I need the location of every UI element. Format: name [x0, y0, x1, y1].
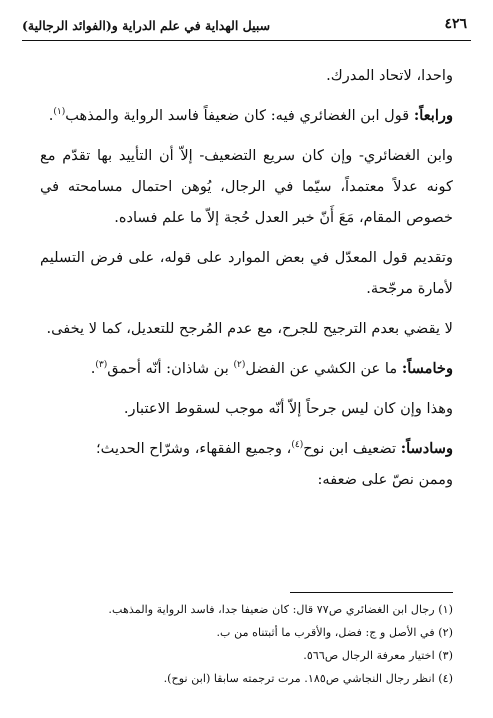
- page-header: [22, 12, 471, 41]
- paragraph-8-text-a: تضعيف ابن نوح: [303, 440, 401, 457]
- running-title: سبيل الهداية في علم الدراية و(الفوائد الرجالية): [22, 18, 271, 33]
- paragraph-2-lead: ورابعاً:: [413, 107, 453, 124]
- paragraph-3: وابن الغضائري- وإن كان سريع التضعيف- إلاّ أن التأييد بها تقدّم مع كونه عدلاً معتمداً، سيّما في الرجال، يُوهن احتمال مسامحته في خصوص المقام، مَعَ أَنّ خبر العدل حُجة إلاّ ما علم فساده.: [40, 147, 453, 226]
- footnote-ref-2: (٢): [233, 360, 246, 371]
- paragraph-6-lead: وخامساً:: [401, 360, 453, 377]
- footnote-1: (١) رجال ابن الغضائري ص٧٧ قال: كان ضعيفا جدا، فاسد الرواية والمذهب.: [108, 603, 453, 616]
- paragraph-9: وممن نصّ على ضعفه:: [317, 471, 453, 488]
- paragraph-8-lead: وسادساً:: [400, 440, 453, 457]
- paragraph-8: [40, 433, 453, 464]
- paragraph-5: لا يقضي بعدم الترجيح للجرح، مع عدم المُرجح للتعديل، كما لا يخفى.: [46, 320, 453, 337]
- footnote-ref-3: (٣): [95, 360, 108, 371]
- paragraph-2-end: .: [48, 107, 54, 124]
- paragraph-8-text-b: ، وجميع الفقهاء، وشرّاح الحديث؛: [96, 440, 292, 457]
- paragraph-6-end: .: [90, 360, 96, 377]
- footnote-separator: [290, 592, 453, 593]
- footnote-ref-4: (٤): [291, 440, 304, 451]
- paragraph-6: [40, 353, 453, 384]
- paragraph-2: [40, 100, 453, 131]
- footnote-4: (٤) انظر رجال النجاشي ص١٨٥. مرت ترجمته سابقا (ابن نوح).: [163, 672, 453, 685]
- page-number: ٤٢٦: [444, 16, 467, 32]
- footnote-3: (٣) اختيار معرفة الرجال ص٥٦٦.: [303, 649, 453, 662]
- paragraph-6-text-a: ما عن الكشي عن الفضل: [245, 360, 402, 377]
- paragraph-2-text: قول ابن الغضائري فيه: كان ضعيفاً فاسد الرواية والمذهب: [65, 107, 414, 124]
- footnotes: [40, 598, 453, 690]
- paragraph-1: واحدا، لاتحاد المدرك.: [326, 67, 453, 84]
- paragraph-6-text-b: بن شاذان: أنّه أحمق: [107, 360, 234, 377]
- paragraph-7: وهذا وإن كان ليس جرحاً إلاّ أنّه موجب لسقوط الاعتبار.: [123, 400, 453, 417]
- main-text: [40, 60, 453, 504]
- footnote-2: (٢) في الأصل و ج: فضل، والأقرب ما أثبتناه من ب.: [216, 626, 453, 639]
- paragraph-4: وتقديم قول المعدّل في بعض الموارد على قوله، على فرض التسليم لأمارة مرجّحة.: [40, 249, 453, 297]
- footnote-ref-1: (١): [53, 107, 66, 118]
